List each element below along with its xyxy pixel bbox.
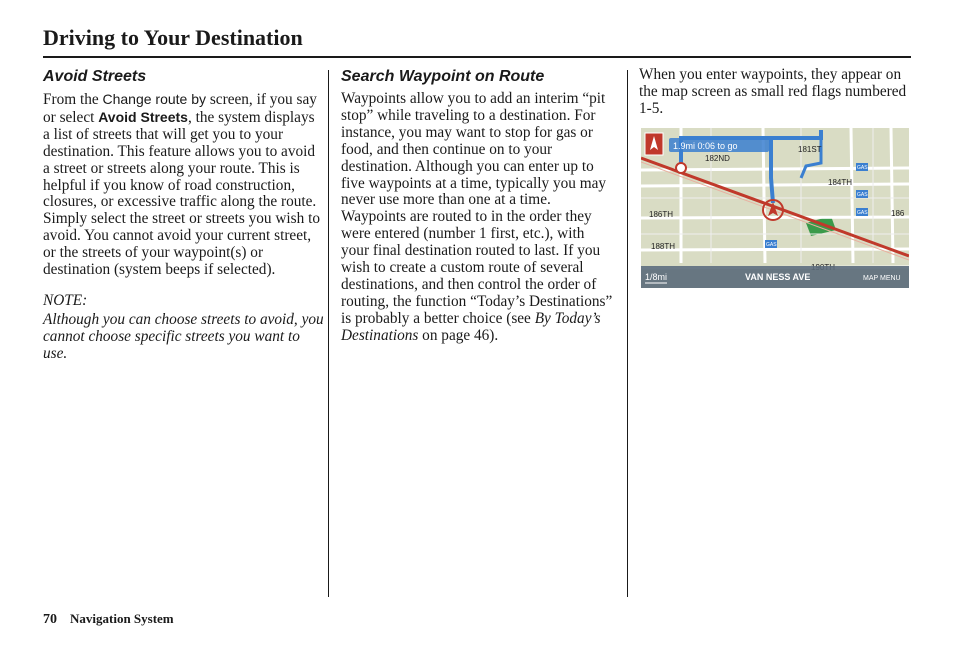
svg-text:182ND: 182ND xyxy=(705,154,730,163)
section-heading-avoid-streets: Avoid Streets xyxy=(43,68,147,85)
column-avoid-streets xyxy=(43,67,325,363)
current-street-label: VAN NESS AVE xyxy=(745,272,811,282)
note-text: Although you can choose streets to avoid, you cannot choose specific streets you want to use. xyxy=(43,310,324,362)
waypoint-paragraph: Waypoints allow you to add an interim “pit stop” while traveling to a destination. For instance, you may want to stop for gas or food, and then continue on to your destination. Although you can enter up to five waypoints at a time, typically you may never use more than one at a time. Waypoints are routed to in the order they were entered (number 1 first, etc.), with your final destination routed to last. If you wish to create a custom route of several destinations, and then control the order of routing, the function “Today’s Destinations” is probably a better choice (see By Today’s Destinations on page 46). xyxy=(341,90,613,344)
svg-text:GAS: GAS xyxy=(766,242,777,248)
footer-section-name: Navigation System xyxy=(70,611,174,626)
cross-reference: By Today’s Destinations xyxy=(341,309,601,344)
map-menu-button[interactable]: MAP MENU xyxy=(863,275,901,282)
waypoint-flag-icon xyxy=(676,163,686,173)
svg-text:184TH: 184TH xyxy=(828,178,853,187)
svg-text:GAS: GAS xyxy=(857,192,868,198)
page-title: Driving to Your Destination xyxy=(43,25,303,50)
ui-term-avoid-streets: Avoid Streets xyxy=(98,108,188,125)
column-search-waypoint xyxy=(341,67,616,345)
column-waypoint-map xyxy=(639,67,911,118)
note-label: NOTE: xyxy=(43,291,88,309)
column-divider-2 xyxy=(627,70,628,597)
svg-text:GAS: GAS xyxy=(857,210,868,216)
page-number: 70 xyxy=(43,612,57,627)
column-divider-1 xyxy=(328,70,329,597)
section-heading-search-waypoint: Search Waypoint on Route xyxy=(341,68,545,85)
waypoint-map-caption: When you enter waypoints, they appear on the map screen as small red flags numbered 1-5. xyxy=(639,66,907,117)
svg-text:181ST: 181ST xyxy=(798,145,822,154)
ui-term-change-route-by: Change route by xyxy=(102,91,207,107)
svg-text:186: 186 xyxy=(891,209,905,218)
avoid-streets-paragraph: From the Change route by screen, if you say or select Avoid Streets, the system displays a list of streets that will get you to your destination. This feature allows you to avoid a street or streets along your route. This is helpful if you know of road construction, closures, or excessive traffic along the route. Simply select the street or streets you wish to avoid. You cannot avoid your current street, or the streets of your waypoint(s) or destination (system beeps if selected). xyxy=(43,91,320,279)
distance-to-go-label: 1.9mi 0:06 to go xyxy=(673,141,738,151)
svg-text:GAS: GAS xyxy=(857,165,868,171)
svg-text:186TH: 186TH xyxy=(649,210,674,219)
page-footer xyxy=(43,611,174,628)
svg-text:188TH: 188TH xyxy=(651,242,676,251)
title-divider xyxy=(43,56,911,58)
map-scale-label[interactable]: 1/8mi xyxy=(645,272,668,282)
navigation-map-screenshot xyxy=(641,128,909,288)
